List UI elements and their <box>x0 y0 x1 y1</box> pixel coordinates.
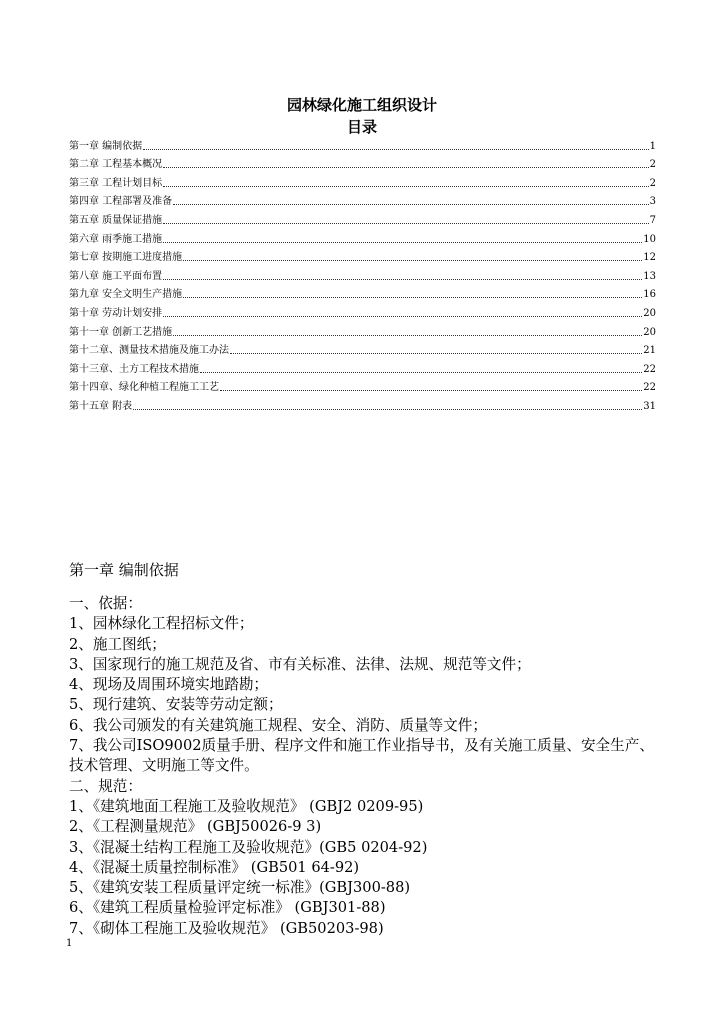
toc-leader-dots <box>183 259 642 261</box>
body-line: 4、现场及周围环境实地踏勘； <box>69 676 269 694</box>
toc-entry-label: 第一章 编制依据 <box>69 140 143 152</box>
toc-entry[interactable] <box>69 171 656 190</box>
page-number: 1 <box>66 938 73 949</box>
toc-entry-label: 第六章 雨季施工措施 <box>69 233 163 245</box>
toc-entry-page: 21 <box>643 345 656 357</box>
toc-entry-page: 12 <box>643 252 656 264</box>
toc-entry-page: 20 <box>643 326 656 338</box>
body-line: 4、《混凝土质量控制标准》 (GB501 64-92) <box>69 858 360 876</box>
toc-leader-dots <box>173 203 648 205</box>
toc-entry-label: 第十二章、测量技术措施及施工办法 <box>69 345 229 357</box>
toc-entry[interactable] <box>69 153 656 172</box>
toc-entry-page: 2 <box>649 177 656 189</box>
body-line: 5、现行建筑、安装等劳动定额； <box>69 696 283 714</box>
toc-entry-label: 第五章 质量保证措施 <box>69 214 163 226</box>
chapter-heading: 第一章 编制依据 <box>69 561 179 579</box>
toc-leader-dots <box>200 371 642 373</box>
body-line: 2、《工程测量规范》 (GBJ50026-9 3) <box>69 818 322 836</box>
toc-entry-label: 第八章 施工平面布置 <box>69 270 163 282</box>
toc-entry-page: 22 <box>643 382 656 394</box>
chapter-body <box>69 594 657 939</box>
document-title: 园林绿化施工组织设计 <box>286 96 437 114</box>
toc-entry-label: 第二章 工程基本概况 <box>69 159 163 171</box>
toc-entry[interactable] <box>69 394 656 413</box>
toc-entry[interactable] <box>69 283 656 302</box>
toc-entry[interactable] <box>69 376 656 395</box>
toc-leader-dots <box>220 389 642 391</box>
toc-entry-page: 2 <box>649 159 656 171</box>
toc-entry-page: 20 <box>643 307 656 319</box>
toc-entry[interactable] <box>69 134 656 153</box>
toc-entry-label: 第四章 工程部署及准备 <box>69 196 173 208</box>
toc-leader-dots <box>163 166 648 168</box>
body-line: 3、《混凝土结构工程施工及验收规范》(GB5 0204-92) <box>69 838 428 856</box>
toc-entry-label: 第七章 按期施工进度措施 <box>69 252 183 264</box>
toc-leader-dots <box>163 278 642 280</box>
toc-leader-dots <box>163 222 648 224</box>
body-line: 二、规范： <box>69 777 142 795</box>
toc-leader-dots <box>133 408 642 410</box>
toc-entry-label: 第十章 劳动计划安排 <box>69 307 163 319</box>
toc-entry-page: 22 <box>643 363 656 375</box>
toc-entry[interactable] <box>69 208 656 227</box>
body-line: 2、施工图纸； <box>69 635 166 653</box>
toc-entry-page: 10 <box>643 233 656 245</box>
toc-entry-label: 第九章 安全文明生产措施 <box>69 289 183 301</box>
body-line: 1、《建筑地面工程施工及验收规范》 (GBJ2 0209-95) <box>69 797 424 815</box>
toc-entry-page: 3 <box>649 196 656 208</box>
toc-entry-page: 13 <box>643 270 656 282</box>
body-line: 6、我公司颁发的有关建筑施工规程、安全、消防、质量等文件； <box>69 716 487 734</box>
toc-entry-page: 31 <box>643 400 656 412</box>
toc-entry-label: 第十五章 附表 <box>69 400 133 412</box>
toc-entry-page: 16 <box>643 289 656 301</box>
body-line: 1、园林绿化工程招标文件； <box>69 615 254 633</box>
toc-entry[interactable] <box>69 357 656 376</box>
toc-entry[interactable] <box>69 227 656 246</box>
toc-leader-dots <box>183 296 642 298</box>
toc-entry-label: 第十四章、绿化种植工程施工工艺 <box>69 382 219 394</box>
toc-entry-page: 1 <box>649 140 656 152</box>
toc-title: 目录 <box>346 118 377 136</box>
toc-entry-label: 第三章 工程计划目标 <box>69 177 163 189</box>
body-line: 3、国家现行的施工规范及省、市有关标准、法律、法规、规范等文件； <box>69 655 531 673</box>
body-line: 6、《建筑工程质量检验评定标准》 (GBJ301-88) <box>69 899 386 917</box>
toc-leader-dots <box>143 148 648 150</box>
table-of-contents <box>69 134 656 413</box>
toc-entry-label: 第十三章、土方工程技术措施 <box>69 363 199 375</box>
toc-entry[interactable] <box>69 190 656 209</box>
toc-leader-dots <box>230 352 642 354</box>
toc-entry[interactable] <box>69 246 656 265</box>
body-line: 一、依据： <box>69 595 142 612</box>
toc-leader-dots <box>173 334 642 336</box>
toc-entry[interactable] <box>69 339 656 358</box>
toc-leader-dots <box>163 185 648 187</box>
toc-entry[interactable] <box>69 320 656 339</box>
body-line: 7、我公司ISO9002质量手册、程序文件和施工作业指导书，及有关施工质量、安全生产、技术管理、文明施工等文件。 <box>69 737 654 775</box>
toc-entry[interactable] <box>69 301 656 320</box>
toc-entry-label: 第十一章 创新工艺措施 <box>69 326 173 338</box>
body-line: 7、《砌体工程施工及验收规范》 (GB50203-98) <box>69 919 384 937</box>
toc-leader-dots <box>163 315 642 317</box>
toc-entry[interactable] <box>69 264 656 283</box>
toc-entry-page: 7 <box>649 214 656 226</box>
toc-leader-dots <box>163 241 642 243</box>
body-line: 5、《建筑安装工程质量评定统一标准》(GBJ300-88) <box>69 879 411 897</box>
